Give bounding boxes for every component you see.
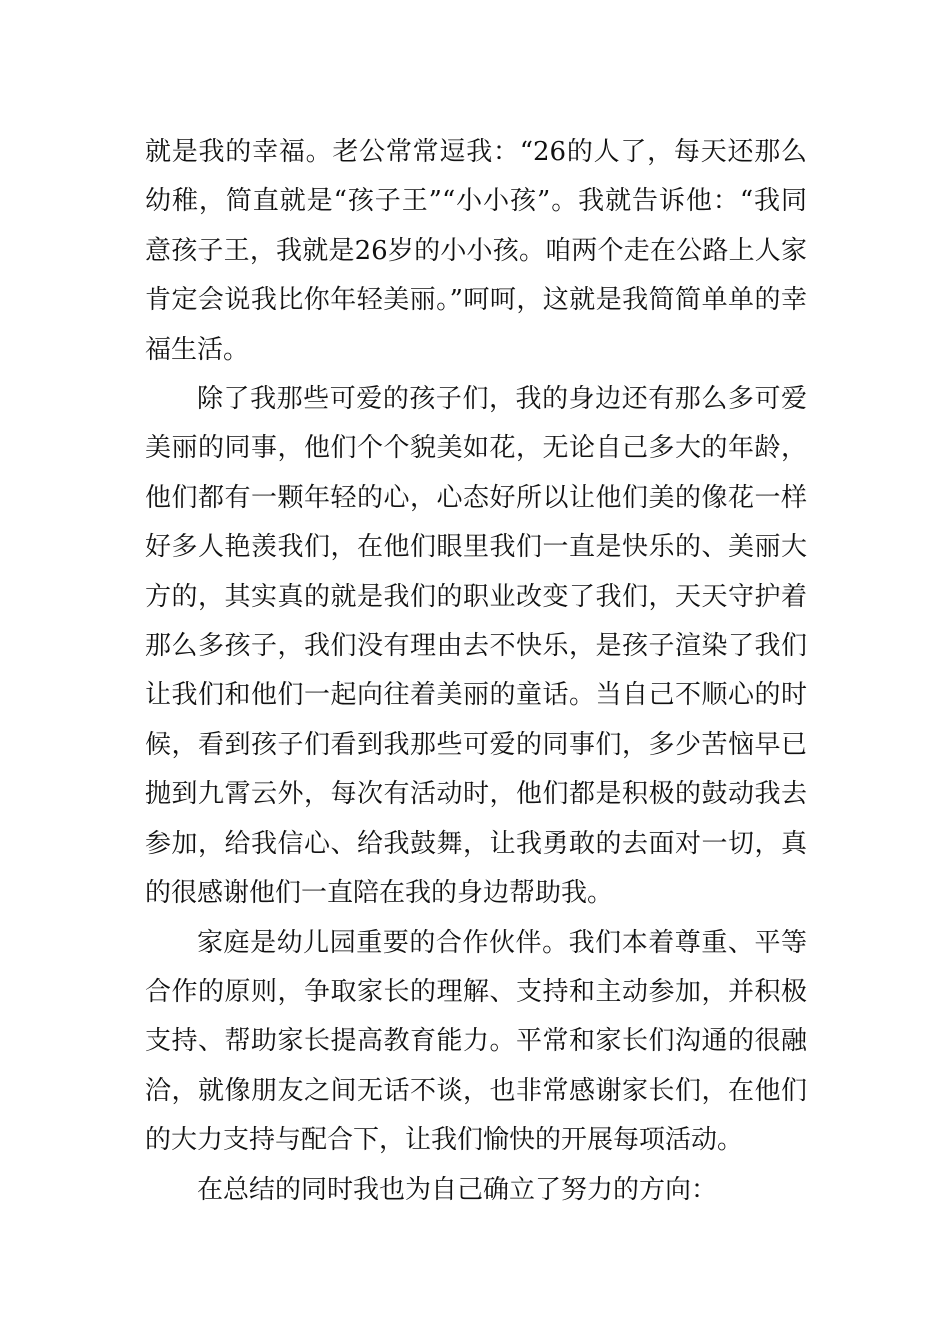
document-body [145, 128, 807, 1215]
paragraph-1: 就是我的幸福。老公常常逗我：“26的人了，每天还那么幼稚，简直就是“孩子王”“小小孩”。我就告诉他：“我同意孩子王，我就是26岁的小小孩。咱两个走在公路上人家肯定会说我比你年轻美丽。”呵呵，这就是我简简单单的幸福生活。 [145, 137, 807, 365]
paragraph-2: 除了我那些可爱的孩子们，我的身边还有那么多可爱美丽的同事，他们个个貌美如花，无论自己多大的年龄，他们都有一颗年轻的心，心态好所以让他们美的像花一样好多人艳羡我们，在他们眼里我们一直是快乐的、美丽大方的，其实真的就是我们的职业改变了我们，天天守护着那么多孩子，我们没有理由去不快乐，是孩子渲染了我们让我们和他们一起向往着美丽的童话。当自己不顺心的时候，看到孩子们看到我那些可爱的同事们，多少苦恼早已抛到九霄云外，每次有活动时，他们都是积极的鼓动我去参加，给我信心、给我鼓舞，让我勇敢的去面对一切，真的很感谢他们一直陪在我的身边帮助我。 [145, 384, 807, 909]
paragraph-3: 家庭是幼儿园重要的合作伙伴。我们本着尊重、平等合作的原则，争取家长的理解、支持和主动参加，并积极支持、帮助家长提高教育能力。平常和家长们沟通的很融洽，就像朋友之间无话不谈，也非常感谢家长们，在他们的大力支持与配合下，让我们愉快的开展每项活动。 [145, 927, 807, 1156]
paragraph-4: 在总结的同时我也为自己确立了努力的方向： [197, 1174, 718, 1205]
